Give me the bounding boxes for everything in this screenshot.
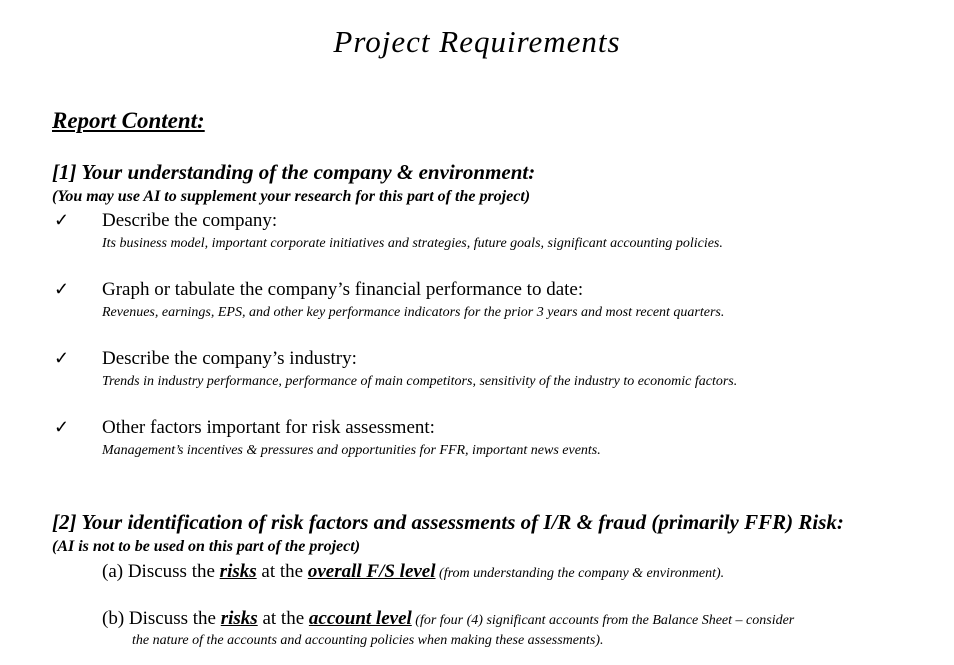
section-1-note: (You may use AI to supplement your research for this part of the project) [52, 188, 531, 205]
sub-item-b-prefix: (b) Discuss the [102, 608, 221, 629]
sub-item-b-note: (for four (4) significant accounts from the Balance Sheet – consider [411, 613, 795, 628]
report-content-heading: Report Content: [52, 108, 205, 133]
sub-item-a-note: (from understanding the company & environment). [435, 566, 725, 581]
item-title: Describe the company’s industry: [102, 348, 357, 369]
sub-item-b-continuation: the nature of the accounts and accounting policies when making these assessments). [132, 633, 604, 648]
page-title: Project Requirements [333, 24, 621, 59]
checkmark-icon: ✓ [54, 417, 70, 437]
item-detail: Revenues, earnings, EPS, and other key performance indicators for the prior 3 years and most recent quarters. [102, 305, 725, 320]
sub-item-a-keyword-risks: risks [219, 561, 257, 582]
item-title: Other factors important for risk assessment: [102, 417, 435, 438]
sub-item-b-mid: at the [257, 608, 309, 629]
item-title: Describe the company: [102, 210, 278, 231]
section-2-heading: [2] Your identification of risk factors and assessments of I/R & fraud (primarily FFR) Risk: [52, 510, 844, 534]
sub-item-b [102, 608, 794, 630]
sub-item-a-keyword-level: overall F/S level [307, 561, 436, 582]
section-1-heading: [1] Your understanding of the company & environment: [52, 160, 536, 184]
section-2-note: (AI is not to be used on this part of the project) [52, 538, 361, 555]
item-detail: Management’s incentives & pressures and opportunities for FFR, important news events. [102, 443, 601, 458]
sub-item-a-prefix: (a) Discuss the [102, 561, 220, 582]
item-detail: Trends in industry performance, performance of main competitors, sensitivity of the industry to economic factors. [102, 374, 738, 389]
item-detail: Its business model, important corporate initiatives and strategies, future goals, significant accounting policies. [102, 236, 723, 251]
checkmark-icon: ✓ [54, 279, 70, 299]
sub-item-a-mid: at the [256, 561, 308, 582]
checkmark-icon: ✓ [54, 348, 70, 368]
item-title: Graph or tabulate the company’s financial performance to date: [102, 279, 584, 300]
sub-item-b-keyword-risks: risks [220, 608, 258, 629]
checkmark-icon: ✓ [54, 210, 70, 230]
sub-item-a [102, 561, 724, 583]
sub-item-b-keyword-level: account level [308, 608, 412, 629]
